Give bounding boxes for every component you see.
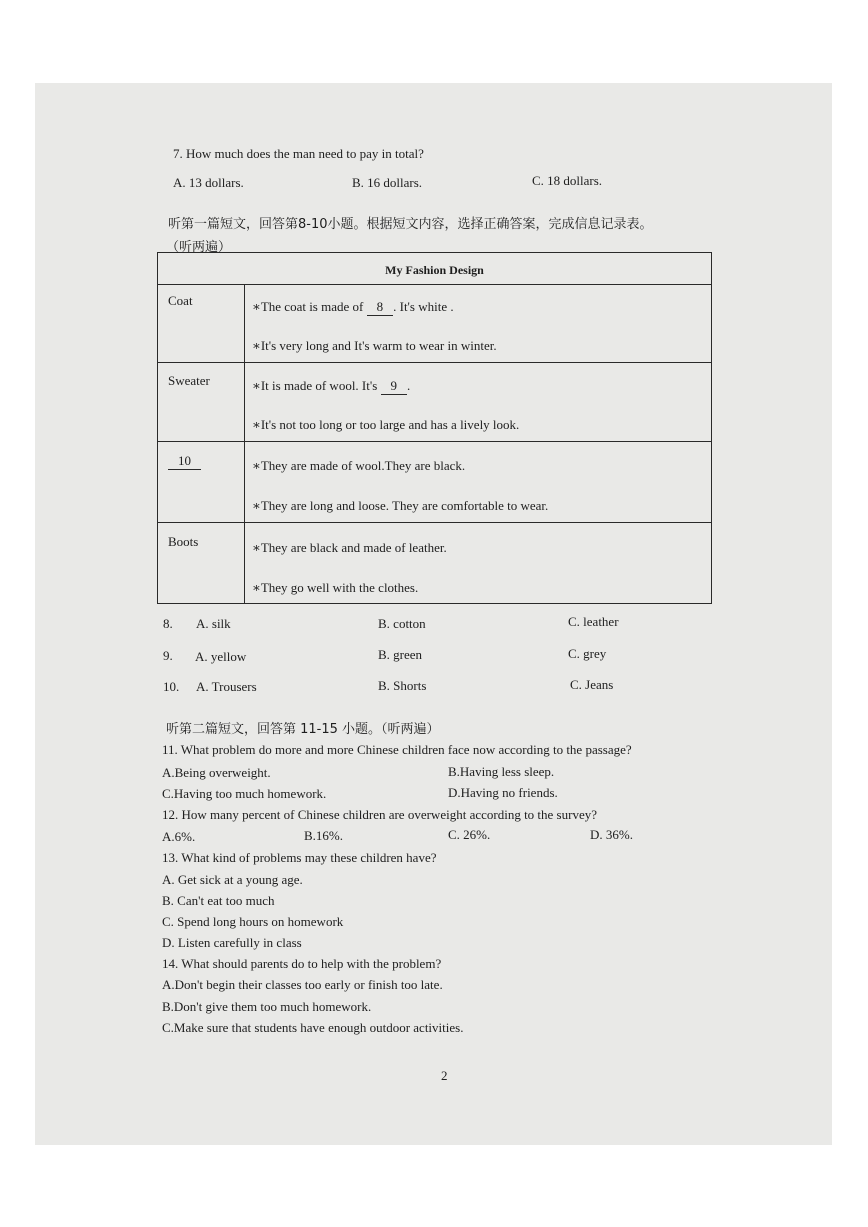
q8-option-a: A. silk bbox=[196, 616, 231, 631]
q13-option-a: A. Get sick at a young age. bbox=[162, 872, 303, 887]
row-label-boots: Boots bbox=[168, 534, 199, 549]
row-label-coat: Coat bbox=[168, 293, 193, 308]
q9-option-b: B. green bbox=[378, 647, 423, 662]
q11-option-d: D.Having no friends. bbox=[448, 785, 558, 800]
q7-question: 7. How much does the man need to pay in total? bbox=[173, 146, 424, 161]
q10-number: 10. bbox=[163, 679, 180, 694]
table-column-divider bbox=[244, 284, 245, 603]
table-row-divider bbox=[158, 522, 711, 523]
q7-option-c: C. 18 dollars. bbox=[532, 173, 603, 188]
q12-option-a: A.6%. bbox=[162, 829, 196, 844]
q13-question: 13. What kind of problems may these children have? bbox=[162, 850, 437, 865]
sweater-line-2: ∗It's not too long or too large and has a lively look. bbox=[252, 417, 520, 432]
q12-option-b: B.16%. bbox=[304, 828, 343, 843]
row-label-sweater: Sweater bbox=[168, 373, 210, 388]
table-row-divider bbox=[158, 362, 711, 363]
boots-line-1: ∗They are black and made of leather. bbox=[252, 540, 447, 555]
q10-option-a: A. Trousers bbox=[196, 679, 257, 694]
table-row-divider bbox=[158, 284, 711, 285]
q8-option-b: B. cotton bbox=[378, 616, 426, 631]
table-row-divider bbox=[158, 441, 711, 442]
section2-instruction: 听第二篇短文，回答第 11-15 小题。（听两遍） bbox=[166, 722, 440, 737]
q11-question: 11. What problem do more and more Chinese children face now according to the passage? bbox=[162, 742, 632, 757]
q12-question: 12. How many percent of Chinese children are overweight according to the survey? bbox=[162, 807, 597, 822]
q10-option-b: B. Shorts bbox=[378, 678, 427, 693]
section1-note: （听两遍） bbox=[166, 240, 232, 255]
q10-option-c: C. Jeans bbox=[570, 677, 614, 692]
q7-option-b: B. 16 dollars. bbox=[352, 175, 423, 190]
q8-option-c: C. leather bbox=[568, 614, 619, 629]
q13-option-d: D. Listen carefully in class bbox=[162, 935, 302, 950]
coat-line-1 bbox=[252, 299, 454, 316]
coat-line-1-end: . It's white . bbox=[393, 299, 454, 314]
row3-line-2: ∗They are long and loose. They are comfortable to wear. bbox=[252, 498, 549, 513]
sweater-line-1-text: ∗It is made of wool. It's bbox=[252, 378, 378, 393]
page-number: 2 bbox=[441, 1068, 448, 1083]
q11-option-c: C.Having too much homework. bbox=[162, 786, 327, 801]
q14-option-b: B.Don't give them too much homework. bbox=[162, 999, 372, 1014]
q9-option-a: A. yellow bbox=[195, 649, 247, 664]
q14-option-c: C.Make sure that students have enough outdoor activities. bbox=[162, 1020, 464, 1035]
q9-option-c: C. grey bbox=[568, 646, 607, 661]
row-label-10 bbox=[168, 453, 201, 470]
fashion-design-table bbox=[157, 252, 712, 604]
q14-question: 14. What should parents do to help with the problem? bbox=[162, 956, 442, 971]
q14-option-a: A.Don't begin their classes too early or finish too late. bbox=[162, 977, 443, 992]
coat-line-2: ∗It's very long and It's warm to wear in winter. bbox=[252, 338, 497, 353]
q8-number: 8. bbox=[163, 616, 173, 631]
q12-option-d: D. 36%. bbox=[590, 827, 633, 842]
blank-8: 8 bbox=[367, 299, 394, 316]
q13-option-c: C. Spend long hours on homework bbox=[162, 914, 344, 929]
coat-line-1-text: ∗The coat is made of bbox=[252, 299, 364, 314]
q9-number: 9. bbox=[163, 648, 173, 663]
q11-option-a: A.Being overweight. bbox=[162, 765, 271, 780]
q12-option-c: C. 26%. bbox=[448, 827, 491, 842]
q11-option-b: B.Having less sleep. bbox=[448, 764, 555, 779]
row3-line-1: ∗They are made of wool.They are black. bbox=[252, 458, 466, 473]
blank-10: 10 bbox=[168, 453, 201, 470]
sweater-line-1 bbox=[252, 378, 410, 395]
blank-9: 9 bbox=[381, 378, 408, 395]
q13-option-b: B. Can't eat too much bbox=[162, 893, 275, 908]
boots-line-2: ∗They go well with the clothes. bbox=[252, 580, 419, 595]
section1-instruction: 听第一篇短文，回答第8-10小题。根据短文内容，选择正确答案，完成信息记录表。 bbox=[168, 217, 653, 232]
table-title: My Fashion Design bbox=[385, 263, 484, 277]
sweater-line-1-end: . bbox=[407, 378, 411, 393]
q7-option-a: A. 13 dollars. bbox=[173, 175, 244, 190]
